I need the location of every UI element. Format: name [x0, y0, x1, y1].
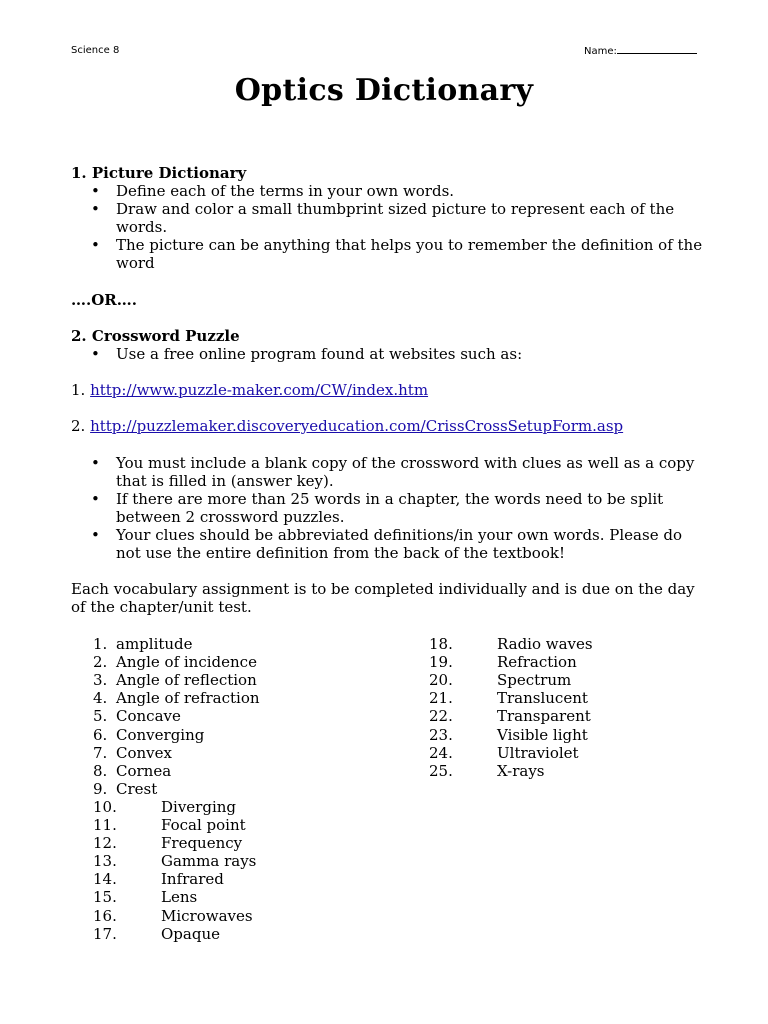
bullet-dot: •: [91, 236, 100, 254]
vocab-number: 9.: [93, 779, 108, 798]
vocab-term: Concave: [116, 707, 181, 726]
vocab-term: Crest: [116, 779, 158, 798]
vocab-number: 20.: [429, 671, 453, 690]
vocab-number: 16.: [93, 906, 117, 925]
link-item-1: [71, 381, 428, 399]
vocab-term: Angle of refraction: [116, 689, 260, 708]
vocab-number: 5.: [93, 707, 108, 726]
vocab-term: Radio waves: [497, 635, 593, 653]
vocab-term: Angle of reflection: [116, 671, 257, 690]
course-label: Science 8: [71, 45, 120, 56]
vocab-term: Focal point: [161, 816, 246, 834]
vocab-number: 11.: [93, 816, 117, 834]
vocab-term: amplitude: [116, 635, 193, 653]
bullet-dot: •: [91, 490, 100, 508]
vocab-term: Cornea: [116, 761, 172, 780]
vocab-number: 2.: [93, 653, 108, 672]
section2-heading: 2. Crossword Puzzle: [71, 327, 240, 345]
vocab-number: 21.: [429, 689, 453, 708]
vocab-number: 10.: [93, 797, 117, 816]
vocab-number: 19.: [429, 653, 453, 672]
link-number: 1.: [71, 381, 86, 399]
link-number: 2.: [71, 417, 86, 435]
vocab-number: 1.: [93, 635, 108, 653]
vocab-term: Frequency: [161, 834, 243, 853]
vocab-number: 22.: [429, 707, 453, 726]
vocab-term: Visible light: [497, 725, 588, 744]
vocab-number: 4.: [93, 689, 108, 708]
vocab-number: 17.: [93, 924, 117, 943]
section1-bullet-2: Draw and color a small thumbprint sized picture to represent each of the words.: [116, 200, 675, 236]
vocab-term: Gamma rays: [161, 852, 257, 871]
puzzle-maker-link[interactable]: http://www.puzzle-maker.com/CW/index.htm: [90, 381, 429, 399]
bullet-dot: •: [91, 345, 100, 363]
section2-bullet-3: Your clues should be abbreviated definitions/in your own words. Please do not use the entire definition from the back of the textbook!: [116, 526, 682, 562]
vocab-number: 15.: [93, 888, 117, 907]
vocab-number: 23.: [429, 725, 453, 744]
vocab-number: 14.: [93, 870, 117, 889]
name-label: Name:: [584, 46, 617, 57]
section2-bullet-1: You must include a blank copy of the crossword with clues as well as a copy that is filled in (answer key).: [116, 454, 695, 490]
link-item-2: [71, 417, 623, 435]
vocab-number: 24.: [429, 743, 453, 762]
section2-bullet-2: If there are more than 25 words in a chapter, the words need to be split between 2 crossword puzzles.: [116, 490, 664, 526]
section1-bullet-3: The picture can be anything that helps you to remember the definition of the word: [116, 236, 703, 272]
section1-heading: 1. Picture Dictionary: [71, 164, 247, 182]
or-separator: ….OR….: [71, 291, 137, 309]
vocab-term: Translucent: [497, 689, 588, 708]
bullet-dot: •: [91, 200, 100, 218]
name-blank-line[interactable]: [617, 45, 697, 54]
page-title: Optics Dictionary: [234, 73, 534, 108]
vocab-term: Microwaves: [161, 906, 253, 925]
vocab-term: Ultraviolet: [497, 743, 579, 762]
bullet-dot: •: [91, 526, 100, 544]
vocab-term: Opaque: [161, 924, 220, 943]
vocab-term: Transparent: [497, 707, 591, 726]
vocab-number: 13.: [93, 852, 117, 871]
bullet-dot: •: [91, 182, 100, 200]
vocab-term: Infrared: [161, 870, 224, 889]
vocab-term: Angle of incidence: [116, 653, 257, 672]
vocab-number: 25.: [429, 761, 453, 780]
vocab-term: Lens: [161, 888, 198, 907]
due-note: Each vocabulary assignment is to be completed individually and is due on the day of the chapter/unit test.: [71, 580, 695, 616]
vocab-number: 7.: [93, 743, 108, 762]
vocab-term: Diverging: [161, 797, 237, 816]
vocab-number: 3.: [93, 671, 108, 690]
vocab-term: Refraction: [497, 653, 577, 672]
vocab-number: 8.: [93, 761, 108, 780]
discovery-education-link[interactable]: http://puzzlemaker.discoveryeducation.com/CrissCrossSetupForm.asp: [90, 417, 624, 435]
name-field[interactable]: [584, 45, 697, 57]
section2-intro-bullet: Use a free online program found at websites such as:: [116, 345, 523, 363]
vocab-term: Convex: [116, 743, 172, 762]
vocab-term: Converging: [116, 725, 205, 744]
bullet-dot: •: [91, 454, 100, 472]
vocab-number: 12.: [93, 834, 117, 853]
vocab-number: 6.: [93, 725, 108, 744]
vocab-term: X-rays: [497, 761, 545, 780]
section1-bullet-1: Define each of the terms in your own words.: [116, 182, 455, 200]
vocab-term: Spectrum: [497, 671, 572, 690]
vocab-number: 18.: [429, 635, 453, 653]
